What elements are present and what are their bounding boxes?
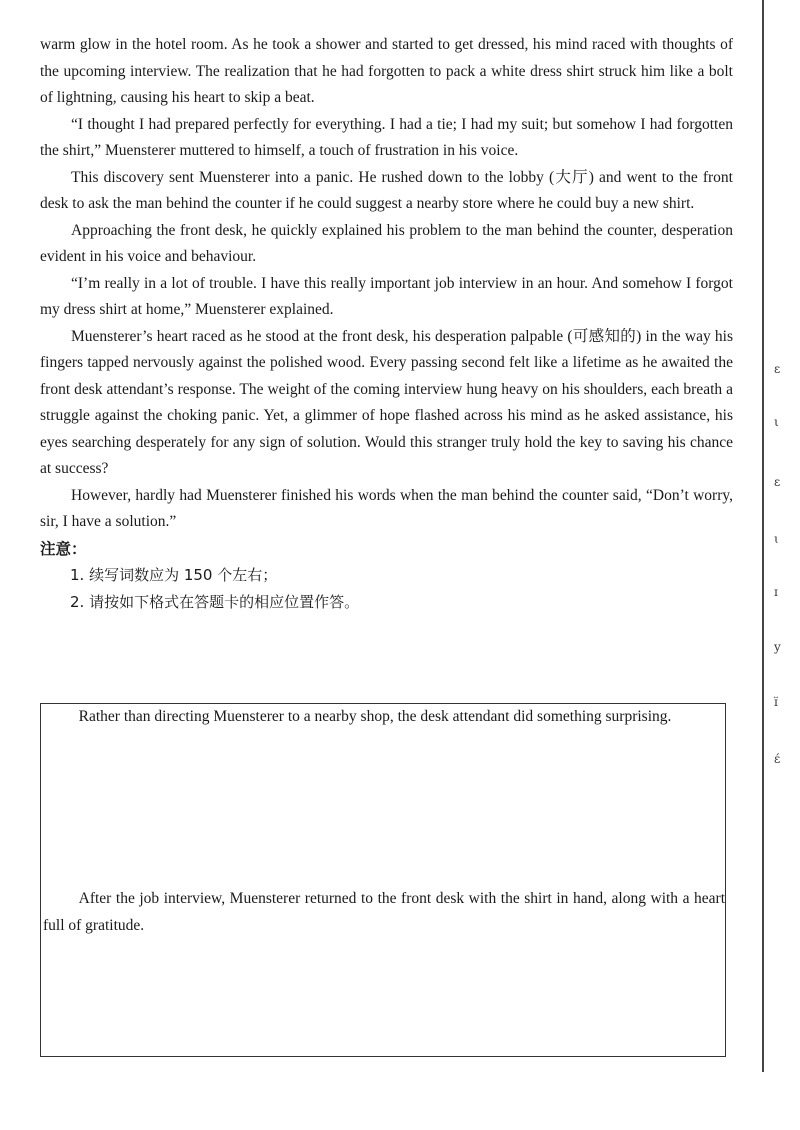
passage (40, 32, 733, 615)
passage-paragraph-5: “I’m really in a lot of trouble. I have this really important job interview in an hour. And somehow I forgot my dress shirt at home,” Muensterer explained. (40, 274, 733, 318)
notice-item-2: 2. 请按如下格式在答题卡的相应位置作答。 (70, 592, 360, 611)
notice-item-1: 1. 续写词数应为 150 个左右； (70, 566, 278, 584)
margin-mark: ɛ́ (774, 752, 781, 766)
answer-box[interactable] (40, 703, 726, 1057)
margin-mark: ι (774, 415, 779, 429)
passage-paragraph-3: This discovery sent Muensterer into a panic. He rushed down to the lobby (大厅) and went to the front desk to ask the man behind the counter if he could suggest a nearby store where he could buy a new shirt. (40, 168, 733, 212)
notice-title: 注意： (40, 539, 87, 558)
binding-margin-rule (762, 0, 764, 1072)
margin-mark: ɪ̈ (774, 695, 778, 709)
passage-paragraph-7: However, hardly had Muensterer finished his words when the man behind the counter said, “Don’t worry, sir, I have a solution.” (40, 486, 733, 530)
margin-mark: ɩ (774, 532, 779, 546)
first-paragraph-opening: Rather than directing Muensterer to a nearby shop, the desk attendant did something surprising. (78, 708, 672, 725)
margin-mark: ɪ (774, 585, 778, 599)
margin-mark: ε (774, 362, 781, 376)
second-paragraph-opening: After the job interview, Muensterer returned to the front desk with the shirt in hand, along with a heart full of gratitude. (43, 890, 725, 934)
passage-paragraph-1: warm glow in the hotel room. As he took a shower and started to get dressed, his mind raced with thoughts of the upcoming interview. The realization that he had forgotten to pack a white dress shirt struck him like a bolt of lightning, causing his heart to skip a beat. (40, 36, 733, 106)
passage-paragraph-2: “I thought I had prepared perfectly for everything. I had a tie; I had my suit; but somehow I had forgotten the shirt,” Muensterer muttered to himself, a touch of frustration in his voice. (40, 115, 733, 159)
margin-mark: y (774, 640, 781, 654)
passage-paragraph-4: Approaching the front desk, he quickly explained his problem to the man behind the counter, desperation evident in his voice and behaviour. (40, 221, 733, 265)
passage-paragraph-6: Muensterer’s heart raced as he stood at the front desk, his desperation palpable (可感知的) in the way his fingers tapped nervously against the polished wood. Every passing second felt like a lifetime as he awaited the front desk attendant’s response. The weight of the coming interview hung heavy on his shoulders, each breath a struggle against the choking panic. Yet, a glimmer of hope flashed across his mind as he asked assistance, his eyes searching desperately for any sign of solution. Would this stranger truly hold the key to saving his chance at success? (40, 327, 733, 477)
margin-mark: ε (774, 475, 781, 489)
